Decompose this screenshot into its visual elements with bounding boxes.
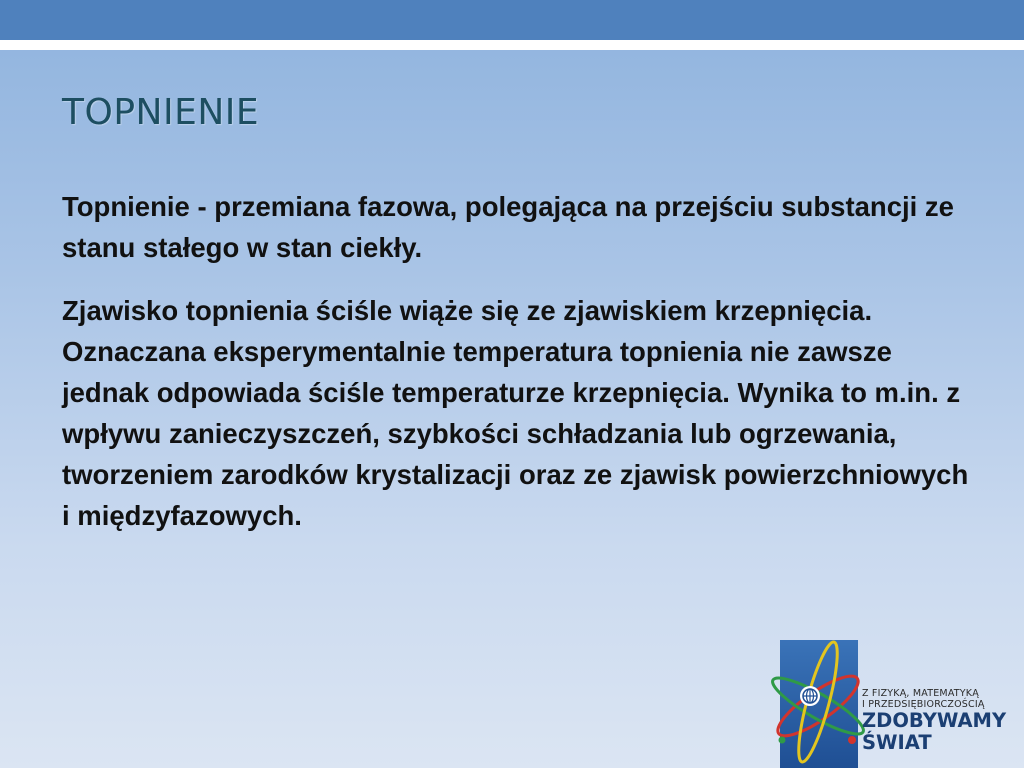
definition-paragraph xyxy=(62,186,982,268)
top-header-band xyxy=(0,0,1024,40)
logo-line-4: ŚWIAT xyxy=(862,731,932,754)
slide-title: TOPNIENIE xyxy=(62,92,260,133)
definition-term: Topnienie xyxy=(62,191,190,222)
slide-body xyxy=(62,186,982,558)
logo-text xyxy=(862,688,1024,754)
logo-line-3: ZDOBYWAMY xyxy=(862,709,1007,732)
logo-line-2: I PRZEDSIĘBIORCZOŚCIĄ xyxy=(862,699,985,710)
top-divider-rule xyxy=(0,40,1024,50)
logo-line-1: Z FIZYKĄ, MATEMATYKĄ xyxy=(862,688,979,699)
explanation-paragraph: Zjawisko topnienia ściśle wiąże się ze zjawiskiem krzepnięcia. Oznaczana eksperymentalnie temperatura topnienia nie zawsze jednak odpowiada ściśle temperaturze krzepnięcia. Wynika to m.in. z wpływu zanieczyszczeń, szybkości schładzania lub ogrzewania, tworzeniem zarodków krystalizacji oraz ze zjawisk powierzchniowych i międzyfazowych. xyxy=(62,295,969,531)
definition-text: - przemiana fazowa, polegająca na przejściu substancji ze stanu stałego w stan ciekły. xyxy=(62,191,954,263)
